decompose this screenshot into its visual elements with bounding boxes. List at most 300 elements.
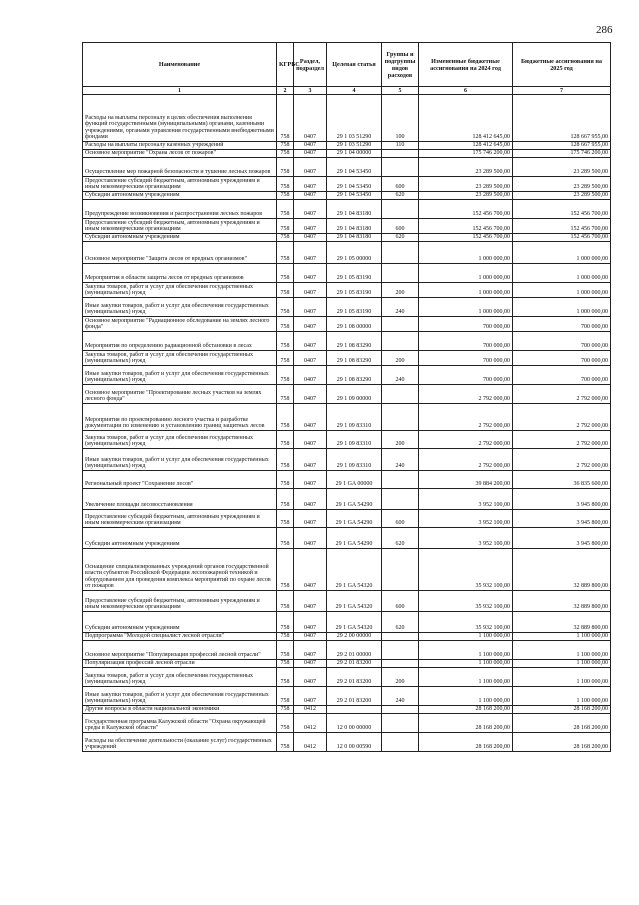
- table-row: [83, 317, 611, 332]
- row-name: Расходы на выплаты персоналу в целях обеспечения выполнения функций государственными (муниципальными) органами, казенными учреждениями, органами управления государственными внебюджетными фондами: [83, 95, 277, 142]
- row-amount-2024: 3 952 100,00: [419, 489, 513, 510]
- row-target-article: 29 1 GA 54290: [327, 489, 382, 510]
- row-amount-2025: 128 667 955,00: [513, 95, 611, 142]
- table-row: [83, 192, 611, 200]
- table-row: [83, 528, 611, 549]
- row-section: 0407: [294, 177, 327, 192]
- row-section: 0407: [294, 95, 327, 142]
- row-kgrbs: 758: [277, 714, 294, 733]
- row-target-article: 29 1 GA 54320: [327, 591, 382, 612]
- table-row: [83, 385, 611, 404]
- header-row: [83, 43, 611, 87]
- row-section: 0407: [294, 687, 327, 706]
- row-target-article: 29 1 09 00000: [327, 385, 382, 404]
- row-expense-type: [382, 489, 419, 510]
- table-row: [83, 591, 611, 612]
- row-amount-2024: 128 412 645,00: [419, 95, 513, 142]
- row-amount-2025: 175 746 200,00: [513, 150, 611, 158]
- col-number: 3: [294, 87, 327, 95]
- row-kgrbs: 758: [277, 510, 294, 528]
- row-name: Мероприятия по определению радиационной обстановки в лесах: [83, 332, 277, 351]
- row-expense-type: 200: [382, 431, 419, 449]
- table-row: [83, 177, 611, 192]
- row-target-article: 29 1 04 83180: [327, 234, 382, 242]
- row-name: Предоставление субсидий бюджетным, автономным учреждениям и иным некоммерческим организациям: [83, 510, 277, 528]
- table-row: [83, 549, 611, 591]
- row-name: Иные закупки товаров, работ и услуг для обеспечения государственных (муниципальных) нужд: [83, 298, 277, 317]
- row-amount-2024: 28 168 200,00: [419, 733, 513, 752]
- table-row: [83, 234, 611, 242]
- row-section: 0407: [294, 489, 327, 510]
- row-amount-2025: 32 889 800,00: [513, 549, 611, 591]
- row-name: Расходы на выплаты персоналу казенных учреждений: [83, 142, 277, 150]
- row-amount-2024: 2 792 000,00: [419, 449, 513, 471]
- row-amount-2024: 23 289 500,00: [419, 192, 513, 200]
- row-expense-type: [382, 706, 419, 714]
- row-expense-type: [382, 200, 419, 219]
- row-section: 0407: [294, 449, 327, 471]
- row-name: Мероприятия по проектированию лесного участка и разработке документации по изменению и установлению границ защитных лесов: [83, 404, 277, 431]
- table-row: [83, 714, 611, 733]
- row-amount-2024: 1 000 000,00: [419, 242, 513, 264]
- row-amount-2024: 1 100 000,00: [419, 660, 513, 668]
- row-target-article: 29 1 08 83290: [327, 351, 382, 366]
- row-name: Популяризация профессий лесной отрасли: [83, 660, 277, 668]
- row-amount-2024: 1 000 000,00: [419, 264, 513, 283]
- table-row: [83, 404, 611, 431]
- row-kgrbs: 758: [277, 366, 294, 385]
- row-section: 0407: [294, 192, 327, 200]
- row-section: 0407: [294, 351, 327, 366]
- row-amount-2025: 1 000 000,00: [513, 242, 611, 264]
- table-row: [83, 660, 611, 668]
- row-section: 0407: [294, 633, 327, 641]
- row-section: 0412: [294, 706, 327, 714]
- row-name: Основное мероприятие "Защита лесов от вредных организмов": [83, 242, 277, 264]
- header-kgrbs: КГРБС: [277, 43, 294, 87]
- row-section: 0407: [294, 591, 327, 612]
- table-row: [83, 158, 611, 177]
- table-row: [83, 142, 611, 150]
- row-name: Мероприятия в области защиты лесов от вредных организмов: [83, 264, 277, 283]
- row-kgrbs: 758: [277, 687, 294, 706]
- col-number: 7: [513, 87, 611, 95]
- row-amount-2025: 1 100 000,00: [513, 687, 611, 706]
- row-expense-type: 110: [382, 142, 419, 150]
- row-amount-2025: 28 168 200,00: [513, 706, 611, 714]
- row-section: 0407: [294, 158, 327, 177]
- row-amount-2024: 23 289 500,00: [419, 158, 513, 177]
- row-name: Другие вопросы в области национальной экономики: [83, 706, 277, 714]
- row-target-article: 12 0 00 00000: [327, 714, 382, 733]
- row-amount-2025: 1 000 000,00: [513, 283, 611, 298]
- row-section: 0407: [294, 404, 327, 431]
- table-row: [83, 612, 611, 633]
- row-kgrbs: 758: [277, 471, 294, 489]
- row-target-article: 29 1 04 83180: [327, 200, 382, 219]
- row-name: Предупреждение возникновения и распространения лесных пожаров: [83, 200, 277, 219]
- row-name: Субсидии автономным учреждениям: [83, 192, 277, 200]
- row-name: Осуществление мер пожарной безопасности и тушение лесных пожаров: [83, 158, 277, 177]
- row-amount-2024: 2 792 000,00: [419, 385, 513, 404]
- row-section: 0407: [294, 612, 327, 633]
- row-name: Субсидии автономным учреждениям: [83, 234, 277, 242]
- row-name: Субсидии автономным учреждениям: [83, 612, 277, 633]
- row-expense-type: 240: [382, 366, 419, 385]
- row-kgrbs: 758: [277, 351, 294, 366]
- row-target-article: 29 1 03 51290: [327, 142, 382, 150]
- row-expense-type: 620: [382, 612, 419, 633]
- row-expense-type: [382, 158, 419, 177]
- row-expense-type: 200: [382, 283, 419, 298]
- row-expense-type: 620: [382, 528, 419, 549]
- table-row: [83, 489, 611, 510]
- row-name: Иные закупки товаров, работ и услуг для обеспечения государственных (муниципальных) нужд: [83, 449, 277, 471]
- row-name: Закупка товаров, работ и услуг для обеспечения государственных (муниципальных) нужд: [83, 668, 277, 687]
- row-name: Расходы на обеспечение деятельности (оказание услуг) государственных учреждений: [83, 733, 277, 752]
- table-row: [83, 431, 611, 449]
- col-number: 6: [419, 87, 513, 95]
- row-section: 0407: [294, 150, 327, 158]
- row-amount-2024: 3 952 100,00: [419, 510, 513, 528]
- table-body: [83, 95, 611, 752]
- row-name: Основное мероприятие "Охрана лесов от пожаров": [83, 150, 277, 158]
- row-target-article: 29 1 05 83190: [327, 283, 382, 298]
- row-kgrbs: 758: [277, 549, 294, 591]
- table-row: [83, 687, 611, 706]
- row-name: Закупка товаров, работ и услуг для обеспечения государственных (муниципальных) нужд: [83, 283, 277, 298]
- row-amount-2025: 1 000 000,00: [513, 264, 611, 283]
- table-row: [83, 668, 611, 687]
- row-kgrbs: 758: [277, 283, 294, 298]
- row-amount-2025: 23 289 500,00: [513, 192, 611, 200]
- row-name: Закупка товаров, работ и услуг для обеспечения государственных (муниципальных) нужд: [83, 431, 277, 449]
- row-amount-2024: 700 000,00: [419, 366, 513, 385]
- row-kgrbs: 758: [277, 298, 294, 317]
- row-amount-2024: 700 000,00: [419, 332, 513, 351]
- table-row: [83, 283, 611, 298]
- table-row: [83, 351, 611, 366]
- row-expense-type: [382, 317, 419, 332]
- row-kgrbs: 758: [277, 317, 294, 332]
- row-section: 0407: [294, 431, 327, 449]
- row-expense-type: 200: [382, 351, 419, 366]
- row-amount-2025: 1 100 000,00: [513, 660, 611, 668]
- row-amount-2025: 23 289 500,00: [513, 158, 611, 177]
- row-kgrbs: 758: [277, 192, 294, 200]
- row-amount-2025: 32 889 800,00: [513, 591, 611, 612]
- table-row: [83, 150, 611, 158]
- row-expense-type: [382, 641, 419, 660]
- row-kgrbs: 758: [277, 242, 294, 264]
- row-target-article: 29 1 05 00000: [327, 242, 382, 264]
- row-amount-2024: 1 100 000,00: [419, 687, 513, 706]
- row-expense-type: [382, 264, 419, 283]
- row-amount-2024: 2 792 000,00: [419, 431, 513, 449]
- row-amount-2024: 175 746 200,00: [419, 150, 513, 158]
- header-2024: Измененные бюджетные ассигнования на 2024 год: [419, 43, 513, 87]
- row-target-article: 29 1 09 83310: [327, 431, 382, 449]
- row-target-article: 29 1 GA 54320: [327, 549, 382, 591]
- row-target-article: 29 1 05 83190: [327, 264, 382, 283]
- row-amount-2025: 3 945 800,00: [513, 528, 611, 549]
- table-row: [83, 449, 611, 471]
- row-expense-type: [382, 633, 419, 641]
- row-target-article: 12 0 00 00590: [327, 733, 382, 752]
- header-section: Раздел, подраздел: [294, 43, 327, 87]
- row-expense-type: [382, 385, 419, 404]
- row-section: 0407: [294, 510, 327, 528]
- row-name: Подпрограмма "Молодой специалист лесной отрасли": [83, 633, 277, 641]
- row-amount-2024: 152 456 700,00: [419, 200, 513, 219]
- row-kgrbs: 758: [277, 591, 294, 612]
- row-expense-type: [382, 471, 419, 489]
- row-section: 0412: [294, 733, 327, 752]
- row-section: 0407: [294, 641, 327, 660]
- table-row: [83, 366, 611, 385]
- table-row: [83, 706, 611, 714]
- col-number: 2: [277, 87, 294, 95]
- row-amount-2025: 128 667 955,00: [513, 142, 611, 150]
- row-expense-type: 240: [382, 298, 419, 317]
- row-amount-2024: 700 000,00: [419, 351, 513, 366]
- row-amount-2025: 1 100 000,00: [513, 668, 611, 687]
- row-amount-2024: 1 000 000,00: [419, 283, 513, 298]
- row-expense-type: 600: [382, 219, 419, 234]
- col-number: 5: [382, 87, 419, 95]
- row-amount-2025: 2 792 000,00: [513, 385, 611, 404]
- row-target-article: 29 1 03 51290: [327, 95, 382, 142]
- row-target-article: 29 2 01 00000: [327, 641, 382, 660]
- row-section: 0407: [294, 242, 327, 264]
- row-amount-2025: 2 792 000,00: [513, 449, 611, 471]
- row-target-article: 29 1 GA 54290: [327, 528, 382, 549]
- row-amount-2025: 3 945 800,00: [513, 489, 611, 510]
- row-target-article: 29 1 04 83180: [327, 219, 382, 234]
- row-section: 0407: [294, 660, 327, 668]
- row-amount-2025: 32 889 800,00: [513, 612, 611, 633]
- row-kgrbs: 758: [277, 733, 294, 752]
- row-target-article: 29 1 GA 54320: [327, 612, 382, 633]
- row-kgrbs: 758: [277, 528, 294, 549]
- row-name: Иные закупки товаров, работ и услуг для обеспечения государственных (муниципальных) нужд: [83, 687, 277, 706]
- row-kgrbs: 758: [277, 706, 294, 714]
- row-kgrbs: 758: [277, 200, 294, 219]
- row-amount-2025: 1 100 000,00: [513, 641, 611, 660]
- row-amount-2024: 3 952 100,00: [419, 528, 513, 549]
- row-expense-type: 600: [382, 591, 419, 612]
- row-kgrbs: 758: [277, 177, 294, 192]
- row-expense-type: [382, 660, 419, 668]
- row-name: Иные закупки товаров, работ и услуг для обеспечения государственных (муниципальных) нужд: [83, 366, 277, 385]
- row-kgrbs: 758: [277, 385, 294, 404]
- column-number-row: [83, 87, 611, 95]
- table-row: [83, 219, 611, 234]
- row-target-article: 29 2 00 00000: [327, 633, 382, 641]
- row-amount-2025: 700 000,00: [513, 366, 611, 385]
- table-row: [83, 264, 611, 283]
- row-section: 0407: [294, 298, 327, 317]
- row-amount-2024: 1 000 000,00: [419, 298, 513, 317]
- row-amount-2025: 700 000,00: [513, 351, 611, 366]
- col-number: 4: [327, 87, 382, 95]
- table-row: [83, 298, 611, 317]
- row-section: 0407: [294, 200, 327, 219]
- row-expense-type: [382, 242, 419, 264]
- row-kgrbs: 758: [277, 158, 294, 177]
- table-row: [83, 510, 611, 528]
- row-expense-type: 240: [382, 449, 419, 471]
- row-target-article: 29 1 GA 54290: [327, 510, 382, 528]
- row-amount-2025: 700 000,00: [513, 317, 611, 332]
- row-amount-2025: 23 289 500,00: [513, 177, 611, 192]
- row-target-article: 29 1 04 53450: [327, 158, 382, 177]
- row-name: Оснащение специализированных учреждений органов государственной власти субъектов Российской Федерации лесопожарной техникой и оборудованием для проведения комплекса мероприятий по охране лесов от пожаров: [83, 549, 277, 591]
- row-kgrbs: 758: [277, 264, 294, 283]
- row-kgrbs: 758: [277, 641, 294, 660]
- row-expense-type: [382, 404, 419, 431]
- row-expense-type: 200: [382, 668, 419, 687]
- row-name: Увеличение площади лесовосстановления: [83, 489, 277, 510]
- row-name: Субсидии автономным учреждениям: [83, 528, 277, 549]
- row-amount-2025: 152 456 700,00: [513, 200, 611, 219]
- table-row: [83, 242, 611, 264]
- row-amount-2024: 39 884 200,00: [419, 471, 513, 489]
- row-target-article: 29 2 01 83200: [327, 660, 382, 668]
- row-amount-2024: 35 932 100,00: [419, 612, 513, 633]
- row-amount-2025: 28 168 200,00: [513, 733, 611, 752]
- row-kgrbs: 758: [277, 219, 294, 234]
- row-kgrbs: 758: [277, 150, 294, 158]
- row-section: 0407: [294, 528, 327, 549]
- row-kgrbs: 758: [277, 431, 294, 449]
- row-amount-2025: 28 168 200,00: [513, 714, 611, 733]
- row-kgrbs: 758: [277, 660, 294, 668]
- row-name: Закупка товаров, работ и услуг для обеспечения государственных (муниципальных) нужд: [83, 351, 277, 366]
- row-kgrbs: 758: [277, 404, 294, 431]
- row-target-article: 29 1 04 53450: [327, 192, 382, 200]
- row-target-article: 29 1 GA 00000: [327, 471, 382, 489]
- row-kgrbs: 758: [277, 612, 294, 633]
- row-expense-type: 620: [382, 192, 419, 200]
- col-number: 1: [83, 87, 277, 95]
- row-name: Предоставление субсидий бюджетным, автономным учреждениям и иным некоммерческим организациям: [83, 591, 277, 612]
- table-row: [83, 633, 611, 641]
- page-number: 286: [596, 24, 613, 36]
- row-kgrbs: 758: [277, 668, 294, 687]
- row-expense-type: [382, 332, 419, 351]
- row-kgrbs: 758: [277, 142, 294, 150]
- row-amount-2024: 35 932 100,00: [419, 549, 513, 591]
- row-target-article: 29 1 09 83310: [327, 404, 382, 431]
- table-row: [83, 95, 611, 142]
- row-amount-2024: 152 456 700,00: [419, 234, 513, 242]
- row-section: 0407: [294, 332, 327, 351]
- row-amount-2024: 23 289 500,00: [419, 177, 513, 192]
- row-kgrbs: 758: [277, 489, 294, 510]
- row-section: 0412: [294, 714, 327, 733]
- row-amount-2024: 700 000,00: [419, 317, 513, 332]
- row-target-article: 29 1 09 83310: [327, 449, 382, 471]
- row-name: Региональный проект "Сохранение лесов": [83, 471, 277, 489]
- row-expense-type: 240: [382, 687, 419, 706]
- header-2025: Бюджетные ассигнования на 2025 год: [513, 43, 611, 87]
- row-section: 0407: [294, 283, 327, 298]
- row-expense-type: [382, 150, 419, 158]
- row-target-article: 29 1 08 83290: [327, 366, 382, 385]
- row-section: 0407: [294, 219, 327, 234]
- header-target-article: Целевая статья: [327, 43, 382, 87]
- table-row: [83, 332, 611, 351]
- row-amount-2024: 28 168 200,00: [419, 706, 513, 714]
- row-expense-type: 600: [382, 177, 419, 192]
- row-section: 0407: [294, 234, 327, 242]
- row-kgrbs: 758: [277, 633, 294, 641]
- row-amount-2024: 1 100 000,00: [419, 668, 513, 687]
- row-name: Предоставление субсидий бюджетным, автономным учреждениям и иным некоммерческим организациям: [83, 177, 277, 192]
- row-section: 0407: [294, 385, 327, 404]
- header-expense-type: Группы и подгруппы видов расходов: [382, 43, 419, 87]
- row-expense-type: [382, 714, 419, 733]
- row-name: Предоставление субсидий бюджетным, автономным учреждениям и иным некоммерческим организациям: [83, 219, 277, 234]
- row-amount-2025: 1 100 000,00: [513, 633, 611, 641]
- row-amount-2025: 152 456 700,00: [513, 219, 611, 234]
- row-section: 0407: [294, 317, 327, 332]
- row-expense-type: [382, 549, 419, 591]
- row-expense-type: 100: [382, 95, 419, 142]
- row-expense-type: [382, 733, 419, 752]
- row-section: 0407: [294, 264, 327, 283]
- table-row: [83, 641, 611, 660]
- row-name: Основное мероприятие "Проектирование лесных участков на землях лесного фонда": [83, 385, 277, 404]
- row-amount-2024: 152 456 700,00: [419, 219, 513, 234]
- row-amount-2025: 700 000,00: [513, 332, 611, 351]
- row-amount-2024: 28 168 200,00: [419, 714, 513, 733]
- row-section: 0407: [294, 549, 327, 591]
- row-amount-2024: 2 792 000,00: [419, 404, 513, 431]
- row-amount-2024: 1 100 000,00: [419, 641, 513, 660]
- row-section: 0407: [294, 471, 327, 489]
- row-target-article: 29 2 01 83200: [327, 668, 382, 687]
- row-target-article: 29 1 05 83190: [327, 298, 382, 317]
- row-amount-2025: 1 000 000,00: [513, 298, 611, 317]
- row-amount-2025: 152 456 700,00: [513, 234, 611, 242]
- row-kgrbs: 758: [277, 95, 294, 142]
- row-kgrbs: 758: [277, 234, 294, 242]
- row-amount-2024: 35 932 100,00: [419, 591, 513, 612]
- row-target-article: 29 1 08 83290: [327, 332, 382, 351]
- row-kgrbs: 758: [277, 332, 294, 351]
- row-target-article: 29 1 08 00000: [327, 317, 382, 332]
- row-name: Основное мероприятие "Радиационное обследование на землях лесного фонда": [83, 317, 277, 332]
- row-amount-2025: 36 835 600,00: [513, 471, 611, 489]
- header-name: Наименование: [83, 43, 277, 87]
- row-amount-2025: 2 792 000,00: [513, 404, 611, 431]
- row-section: 0407: [294, 668, 327, 687]
- table-row: [83, 471, 611, 489]
- row-amount-2025: 2 792 000,00: [513, 431, 611, 449]
- row-name: Государственная программа Калужской области "Охрана окружающей среды в Калужской области": [83, 714, 277, 733]
- row-kgrbs: 758: [277, 449, 294, 471]
- row-target-article: 29 1 04 00000: [327, 150, 382, 158]
- row-section: 0407: [294, 366, 327, 385]
- row-amount-2024: 128 412 645,00: [419, 142, 513, 150]
- budget-table: [82, 42, 611, 752]
- table-row: [83, 200, 611, 219]
- row-amount-2024: 1 100 000,00: [419, 633, 513, 641]
- row-amount-2025: 3 945 800,00: [513, 510, 611, 528]
- table-row: [83, 733, 611, 752]
